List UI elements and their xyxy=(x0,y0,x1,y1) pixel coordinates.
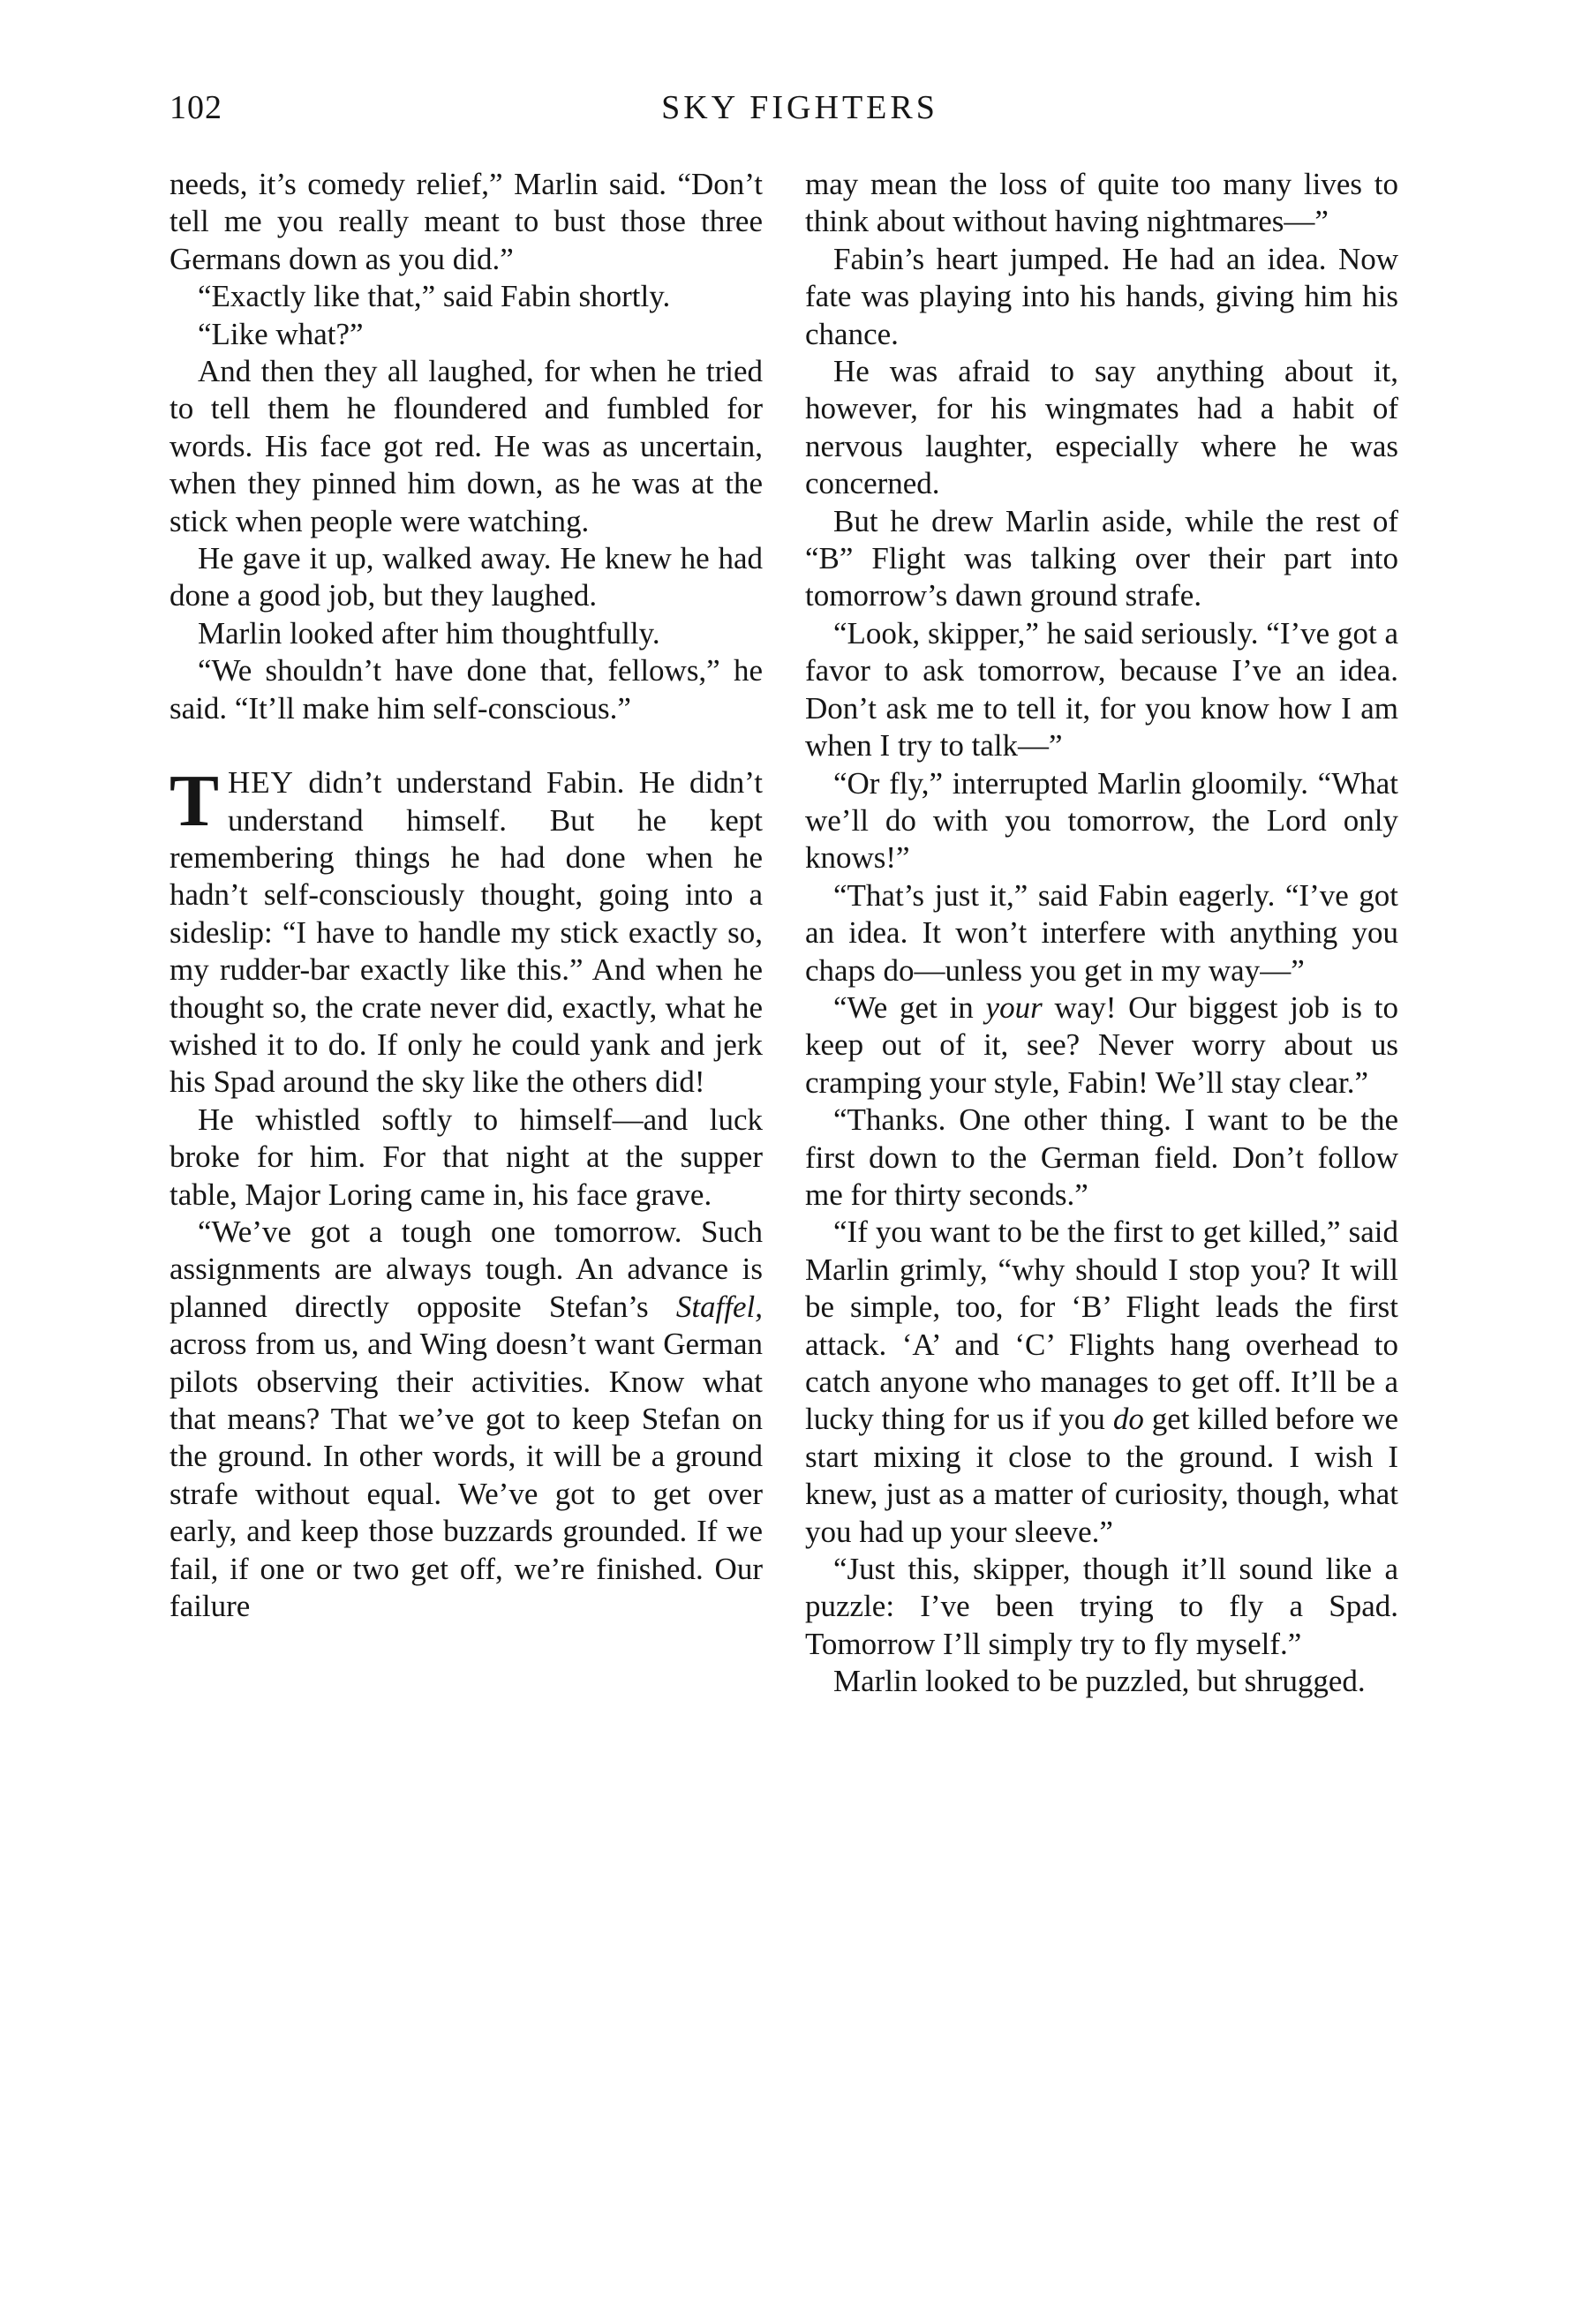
paragraph: “Just this, skipper, though it’ll sound like a puzzle: I’ve been trying to fly a Spad. Tomorrow I’ll simply try to fly myself.” xyxy=(805,1552,1398,1661)
paragraph: He whistled softly to himself—and luck broke for him. For that night at the supper table, Major Loring came in, his face grave. xyxy=(169,1102,763,1212)
italic-text: do xyxy=(1112,1402,1144,1437)
paragraph: Marlin looked to be puzzled, but shrugged. xyxy=(833,1664,1366,1699)
paragraph-text: across from us, and Wing doesn’t want German pilots observing their activities. Know what that means? That we’ve got to keep Stefan on the ground. In other words, it will be a ground strafe without equal. We’ve got to get over early, and keep those buzzards grounded. If we fail, if one or two get off, we’re finished. Our failure xyxy=(169,1327,763,1624)
paragraph: “Like what?” xyxy=(198,316,364,351)
paragraph: “We shouldn’t have done that, fellows,” he said. “It’ll make him self-conscious.” xyxy=(169,653,763,726)
running-title: SKY FIGHTERS xyxy=(661,89,938,126)
paragraph: But he drew Marlin aside, while the rest of “B” Flight was talking over their part into tomorrow’s dawn ground strafe. xyxy=(805,503,1398,613)
paragraph-text: “If you want to be the first to get killed,” said Marlin grimly, “why should I stop you? It will be simple, too, for ‘B’ Flight leads the first attack. ‘A’ and ‘C’ Flights hang overhead to catch anyone who manages to get off. It’ll be a lucky thing for us if you xyxy=(805,1215,1398,1437)
page-header xyxy=(169,88,1430,141)
right-column xyxy=(805,166,1398,1701)
italic-text: Staffel, xyxy=(675,1289,763,1324)
paragraph xyxy=(169,1214,763,1625)
paragraph: Fabin’s heart jumped. He had an idea. Now fate was playing into his hands, giving him his chance. xyxy=(805,241,1398,351)
paragraph: needs, it’s comedy relief,” Marlin said. “Don’t tell me you really meant to bust those three Germans down as you did.” xyxy=(169,167,763,276)
paragraph xyxy=(805,1214,1398,1551)
paragraph-text: didn’t understand Fabin. He didn’t understand himself. But he kept remembering things he had done when he hadn’t self-consciously thought, going into a sideslip: “I have to handle my stick exactly so, my rudder-bar exactly like this.” And when he thought so, the crate never did, exactly, what he wished it to do. If only he could yank and jerk his Spad around the sky like the others did! xyxy=(169,765,763,1100)
paragraph: He gave it up, walked away. He knew he had done a good job, but they laughed. xyxy=(169,541,763,613)
italic-text: your xyxy=(985,989,1043,1025)
paragraph: “That’s just it,” said Fabin eagerly. “I’ve got an idea. It won’t interfere with anything you chaps do—unless you get in my way—” xyxy=(805,877,1398,988)
left-column xyxy=(169,166,763,1625)
paragraph xyxy=(805,989,1398,1102)
paragraph: He was afraid to say anything about it, however, for his wingmates had a habit of nervous laughter, especially where he was concerned. xyxy=(805,354,1398,501)
paragraph: may mean the loss of quite too many lives to think about without having nightmares—” xyxy=(805,167,1398,239)
paragraph-text: get killed before we start mixing it close to the ground. I wish I knew, just as a matter of curiosity, though, what you had up your sleeve.” xyxy=(805,1402,1398,1549)
paragraph: “Look, skipper,” he said seriously. “I’ve got a favor to ask tomorrow, because I’ve an idea. Don’t ask me to tell it, for you know how I am when I try to talk—” xyxy=(805,615,1398,763)
paragraph-text: “We get in xyxy=(833,989,986,1025)
page-number: 102 xyxy=(169,89,222,126)
paragraph: Marlin looked after him thoughtfully. xyxy=(198,615,660,651)
paragraph: And then they all laughed, for when he tried to tell them he floundered and fumbled for words. His face got red. He was as uncertain, when they pinned him down, as he was at the stick when people were watching. xyxy=(169,354,763,538)
drop-cap: T xyxy=(169,760,220,843)
section-opening-paragraph xyxy=(169,760,763,1102)
paragraph-text: “We’ve got a tough one tomorrow. Such assignments are always tough. An advance is planned directly opposite Stefan’s xyxy=(169,1214,763,1324)
small-caps-lead: HEY xyxy=(228,765,294,801)
paragraph-text: way! Our biggest job is to keep out of it, see? Never worry about us cramping your style, Fabin! We’ll stay clear.” xyxy=(805,989,1398,1100)
paragraph: “Exactly like that,” said Fabin shortly. xyxy=(198,279,671,314)
paragraph: “Thanks. One other thing. I want to be the first down to the German field. Don’t follow me for thirty seconds.” xyxy=(805,1102,1398,1212)
paragraph: “Or fly,” interrupted Marlin gloomily. “What we’ll do with you tomorrow, the Lord only knows!” xyxy=(805,765,1398,876)
